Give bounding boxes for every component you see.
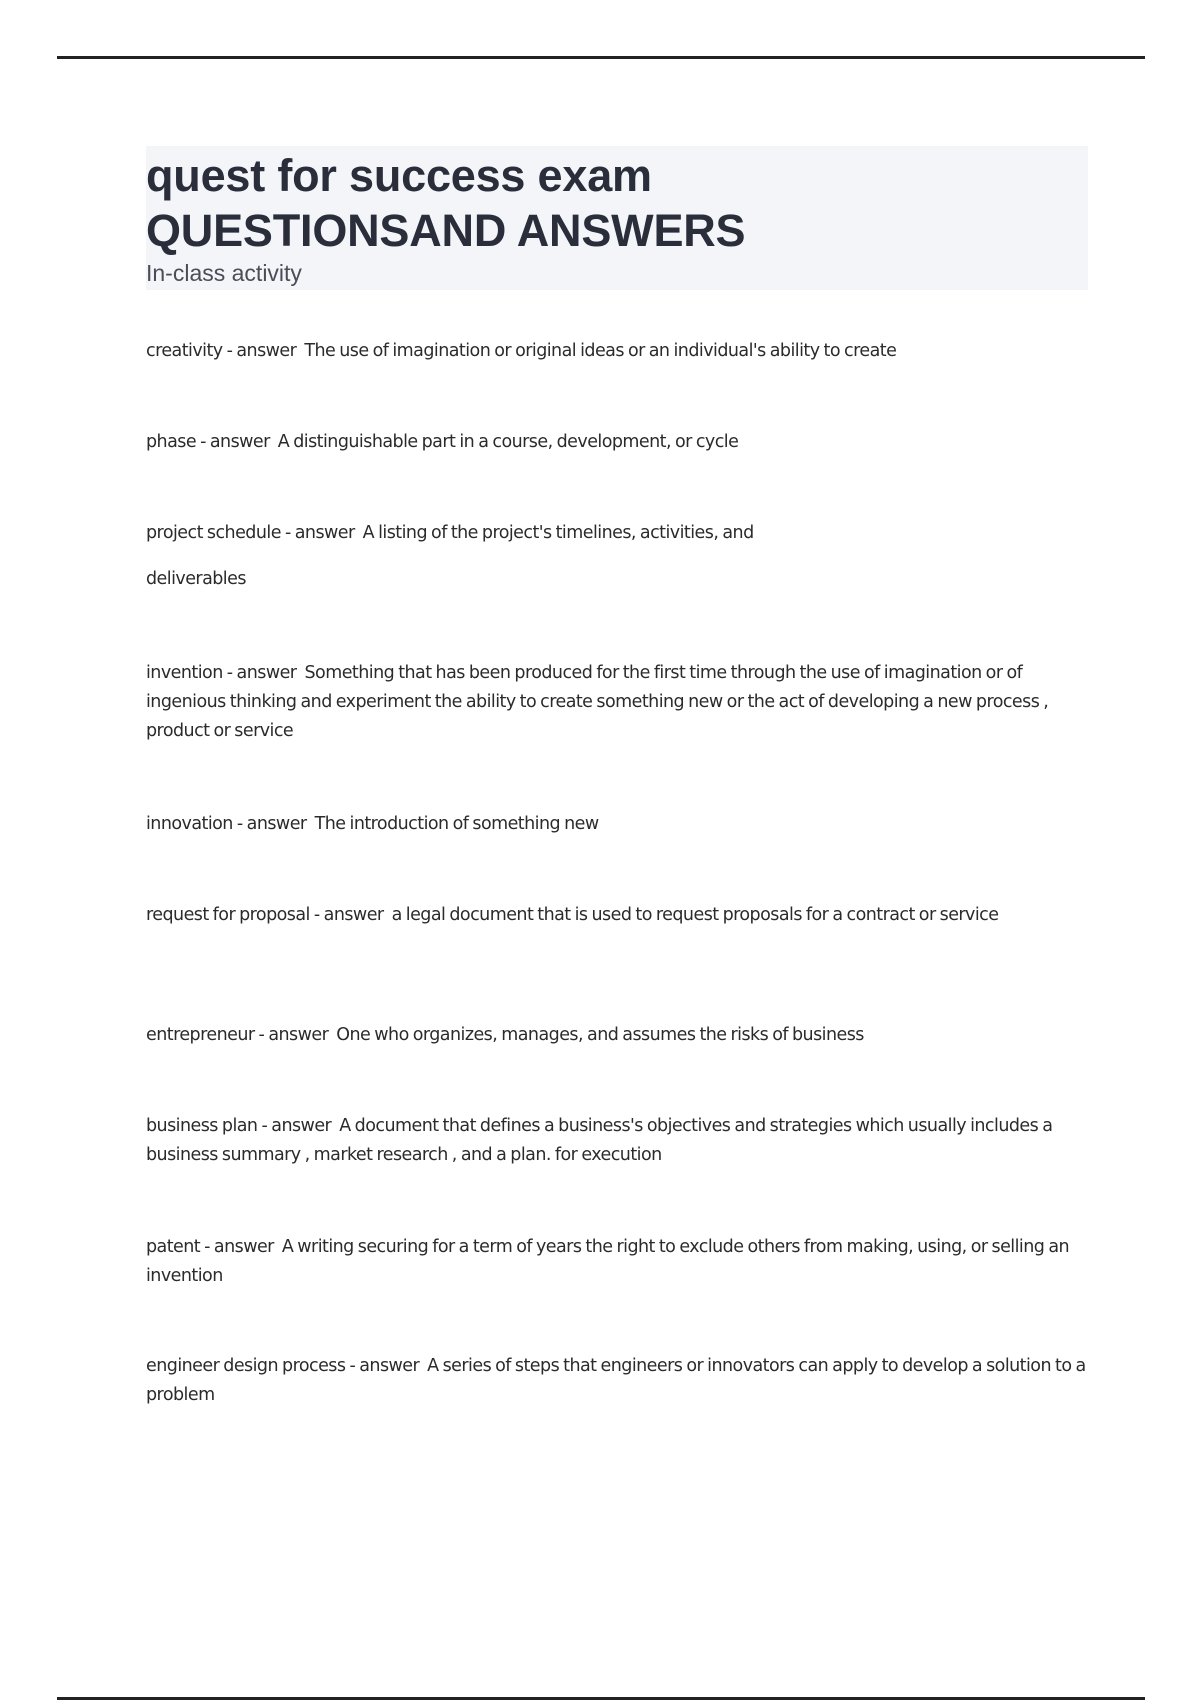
qa-entry-invention [146, 659, 1096, 746]
entry-term: innovation [146, 814, 233, 834]
qa-entry-project-schedule [146, 519, 1096, 594]
entry-term: entrepreneur [146, 1025, 255, 1045]
entry-separator: - answer [232, 814, 315, 834]
entry-definition: A document that defines a business's objectives and strategies which usually includes a business summary , market research , and a plan. for execution [146, 1116, 1053, 1165]
entry-separator: - answer [257, 1116, 340, 1136]
entry-term: creativity [146, 341, 223, 361]
entry-definition: One who organizes, manages, and assumes the risks of business [336, 1025, 864, 1045]
entry-term: project schedule [146, 523, 281, 543]
entry-separator: - answer [196, 432, 278, 452]
document-title [146, 146, 745, 258]
top-divider-line [57, 56, 1145, 59]
entry-separator: - answer [222, 341, 305, 361]
entry-separator: - answer [200, 1237, 282, 1257]
entry-term: engineer design process [146, 1356, 346, 1376]
entry-term: patent [146, 1237, 201, 1257]
entry-separator: - answer [222, 663, 305, 683]
qa-entry-patent [146, 1233, 1096, 1291]
entry-definition: The use of imagination or original ideas or an individual's ability to create [304, 341, 897, 361]
entry-term: phase [146, 432, 197, 452]
qa-entry-request-for-proposal [146, 901, 1096, 930]
entry-definition: A listing of the project's timelines, activities, and [362, 523, 754, 543]
qa-entry-business-plan [146, 1112, 1096, 1170]
entry-separator: - answer [345, 1356, 428, 1376]
entry-definition: a legal document that is used to request proposals for a contract or service [391, 905, 999, 925]
qa-entry-innovation [146, 810, 1096, 839]
entry-definition: A series of steps that engineers or innovators can apply to develop a solution to a problem [146, 1356, 1086, 1405]
qa-entry-creativity [146, 337, 1096, 366]
entry-definition: The introduction of something new [314, 814, 599, 834]
qa-entry-phase [146, 428, 1096, 457]
document-header [146, 146, 1088, 290]
entry-term: request for proposal [146, 905, 310, 925]
entry-term: business plan [146, 1116, 258, 1136]
entry-definition: A writing securing for a term of years the right to exclude others from making, using, or selling an invention [146, 1237, 1070, 1286]
qa-entry-engineer-design-process [146, 1352, 1096, 1410]
entry-separator: - answer [280, 523, 363, 543]
entry-definition: Something that has been produced for the first time through the use of imagination or of ingenious thinking and experiment the ability to create something new or the act of developing a new process , product or service [146, 663, 1049, 741]
entry-separator: - answer [309, 905, 392, 925]
title-line-1: quest for success exam [146, 150, 652, 201]
document-subtitle: In-class activity [146, 260, 302, 286]
entry-definition-continued: deliverables [146, 569, 246, 589]
entry-definition: A distinguishable part in a course, development, or cycle [277, 432, 739, 452]
qa-entry-entrepreneur [146, 1021, 1096, 1050]
title-line-2: QUESTIONSAND ANSWERS [146, 205, 746, 256]
entry-term: invention [146, 663, 223, 683]
entry-separator: - answer [254, 1025, 337, 1045]
